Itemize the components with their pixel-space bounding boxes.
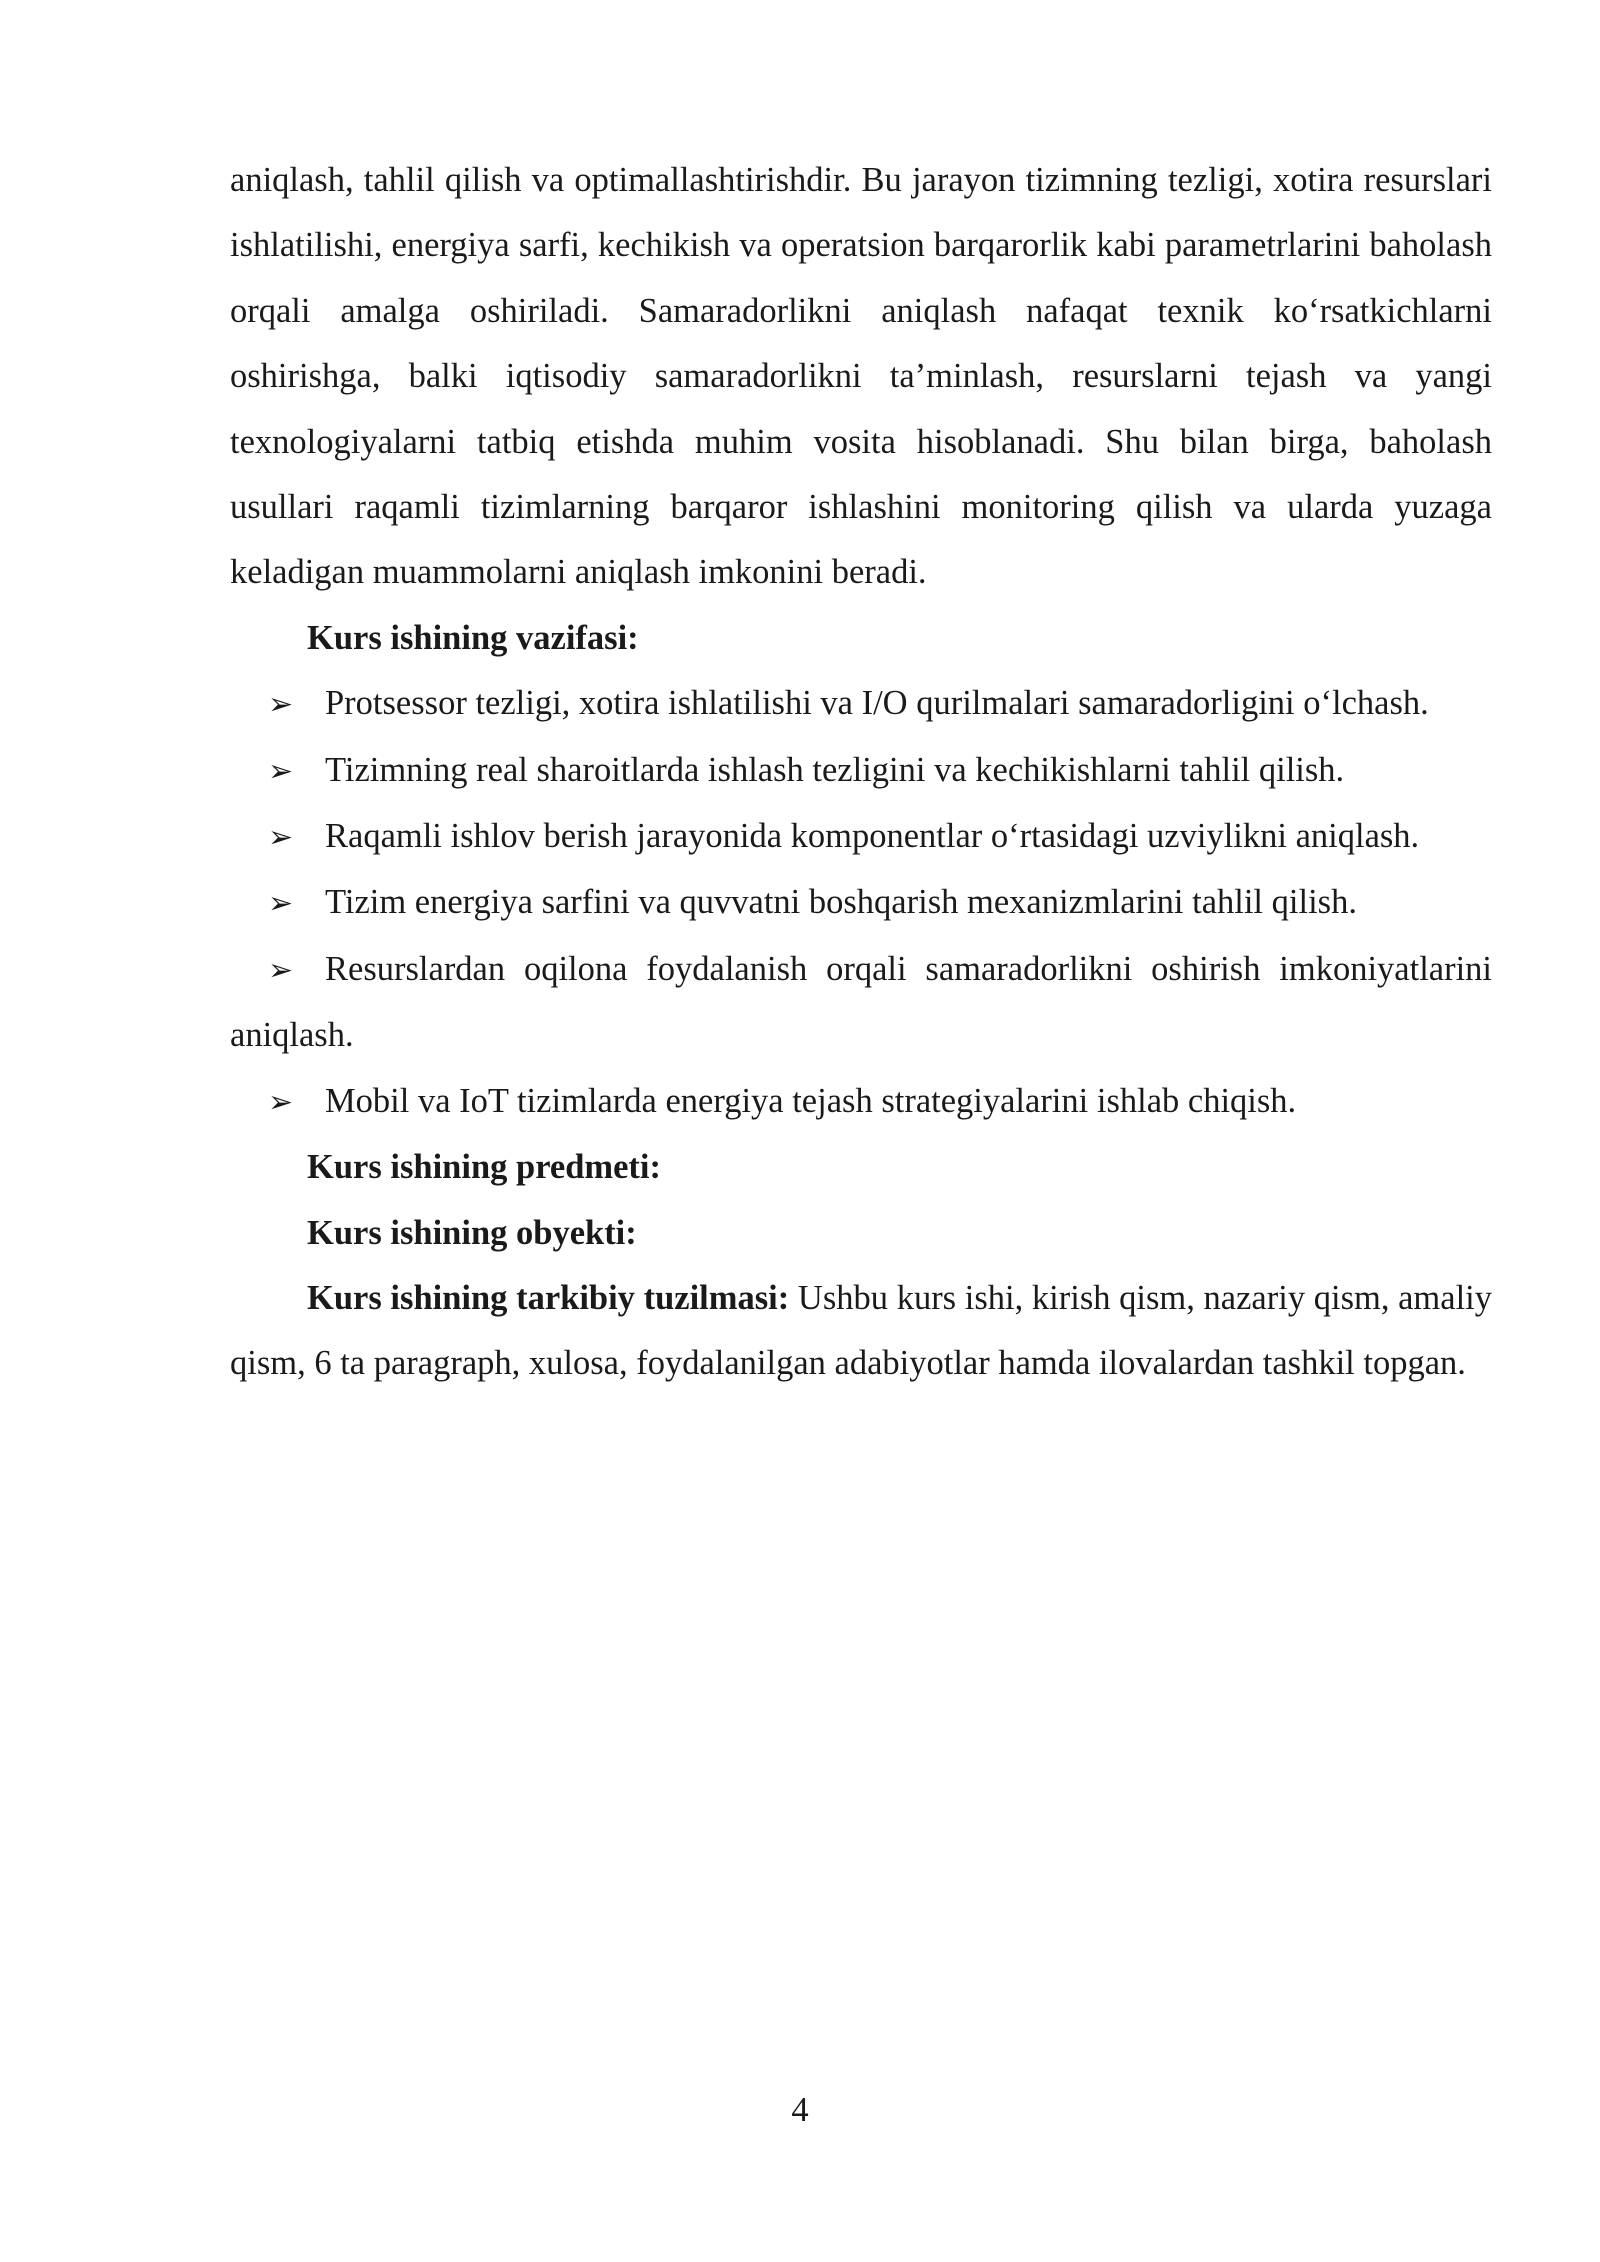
task-item-text: Tizim energiya sarfini va quvvatni boshqarish mexanizmlarini tahlil qilish. [325, 883, 1357, 922]
tasks-heading: Kurs ishining vazifasi: [307, 618, 639, 657]
object-heading: Kurs ishining obyekti: [307, 1213, 637, 1252]
arrow-bullet-icon: ➢ [268, 1084, 294, 1120]
task-item-text: Protsessor tezligi, xotira ishlatilishi va I/O qurilmalari samaradorligini o‘lchash. [325, 684, 1429, 723]
tasks-list [230, 671, 1492, 1135]
structure-text: Ushbu kurs ishi, kirish qism, nazariy qism, amaliy qism, 6 ta paragraph, xulosa, foydalanilgan adabiyotlar hamda ilovalardan tashkil topgan. [230, 1278, 1493, 1383]
arrow-bullet-icon: ➢ [268, 952, 294, 988]
task-item-text: Mobil va IoT tizimlarda energiya tejash strategiyalarini ishlab chiqish. [325, 1081, 1297, 1120]
task-item [230, 870, 1492, 936]
structure-heading: Kurs ishining tarkibiy tuzilmasi: [307, 1278, 790, 1317]
task-item [230, 804, 1492, 870]
subject-heading: Kurs ishining predmeti: [307, 1148, 661, 1187]
intro-paragraph: aniqlash, tahlil qilish va optimallashtirishdir. Bu jarayon tizimning tezligi, xotira resurslari ishlatilishi, energiya sarfi, kechikish va operatsion barqarorlik kabi parametrlarini baholash orqali amalga oshiriladi. Samaradorlikni aniqlash nafaqat texnik ko‘rsatkichlarni oshirishga, balki iqtisodiy samaradorlikni ta’minlash, resurslarni tejash va yangi texnologiyalarni tatbiq etishda muhim vosita hisoblanadi. Shu bilan birga, baholash usullari raqamli tizimlarning barqaror ishlashini monitoring qilish va ularda yuzaga keladigan muammolarni aniqlash imkonini beradi. [230, 161, 1492, 592]
structure-paragraph [230, 1266, 1492, 1397]
arrow-bullet-icon: ➢ [268, 820, 294, 856]
task-item [230, 937, 1492, 1069]
document-body [230, 148, 1492, 1397]
page-number: 4 [791, 2091, 809, 2129]
arrow-bullet-icon: ➢ [268, 886, 294, 922]
arrow-bullet-icon: ➢ [268, 687, 294, 723]
task-item-text: Raqamli ishlov berish jarayonida komponentlar o‘rtasidagi uzviylikni aniqlash. [325, 817, 1420, 856]
task-item [230, 671, 1492, 737]
task-item-text: Tizimning real sharoitlarda ishlash tezligini va kechikishlarni tahlil qilish. [325, 750, 1345, 789]
task-item-text: Resurslardan oqilona foydalanish orqali samaradorlikni oshirish imkoniyatlarini aniqlash. [230, 949, 1492, 1055]
task-item [230, 1069, 1492, 1135]
arrow-bullet-icon: ➢ [268, 753, 294, 789]
task-item [230, 738, 1492, 804]
